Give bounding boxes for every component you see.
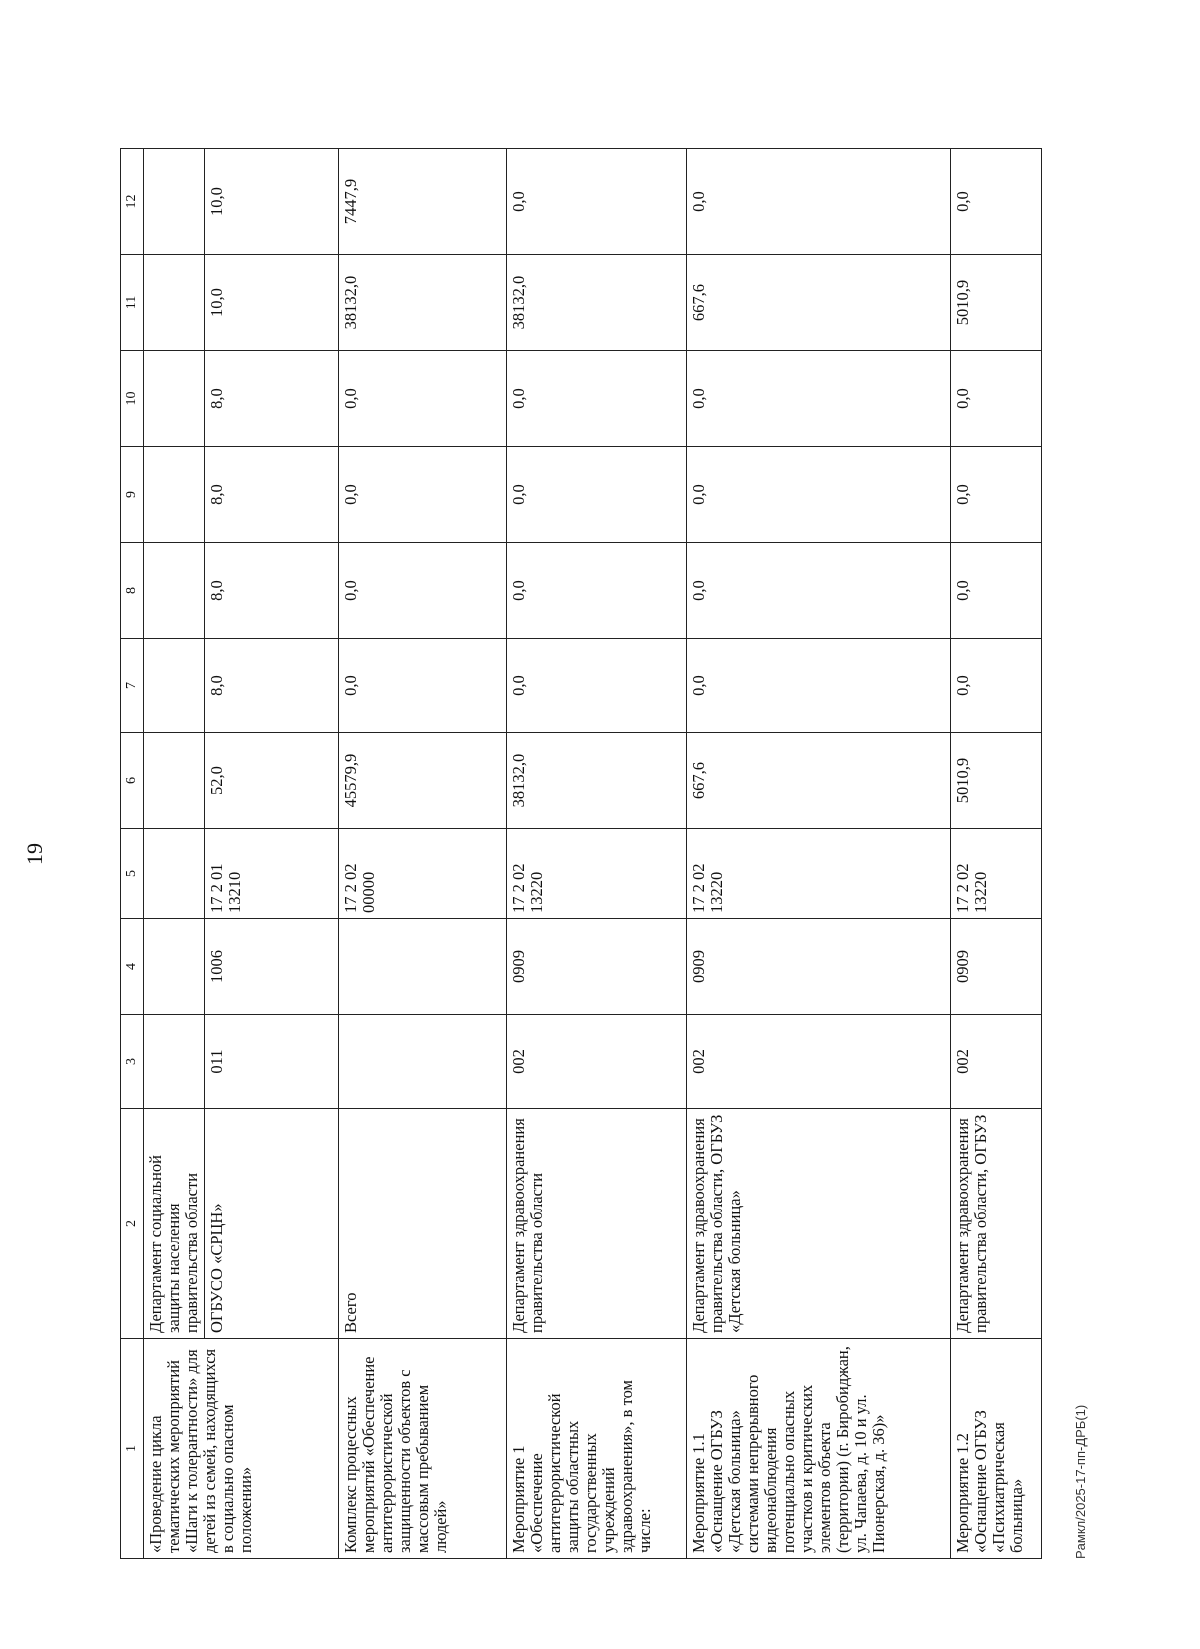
executor-cell: Департамент здравоохранения правительства области, ОГБУЗ «Детская больница» [687,1109,951,1339]
measure-name-cell: Комплекс процессных мероприятий «Обеспечение антитеррористической защищенности объектов с массовым пребыванием людей» [339,1339,507,1559]
executor-cell: Департамент здравоохранения правительства области [507,1109,687,1339]
table-row [144,149,205,1559]
header-cell: 5 [121,829,144,919]
table-row [339,149,507,1559]
footer-code: Pамкл/2025-17-пп-ДРБ(1) [1073,1404,1088,1559]
measure-name-cell: Мероприятие 1.1 «Оснащение ОГБУЗ «Детская больница» системами непрерывного видеонаблюдения потенциально опасных участков и критических элементов объекта (территории) (г. Биробиджан, ул. Чапаева, д. 10 и ул. Пионерская, д. 36)» [687,1339,951,1559]
csr-cell: 17 2 01 13210 [205,829,339,919]
value-cell: 0,0 [339,447,507,543]
header-cell: 11 [121,255,144,351]
value-cell: 0,0 [951,639,1042,733]
value-cell: 0,0 [507,543,687,639]
value-cell: 0,0 [951,543,1042,639]
value-cell: 0,0 [687,351,951,447]
value-cell: 38132,0 [339,255,507,351]
rzpr-cell: 0909 [687,919,951,1015]
header-cell: 6 [121,733,144,829]
value-cell: 52,0 [205,733,339,829]
page-number: 19 [22,843,47,865]
header-cell: 1 [121,1339,144,1559]
value-cell: 38132,0 [507,255,687,351]
header-cell: 12 [121,149,144,255]
grbs-cell: 002 [951,1015,1042,1109]
grbs-cell: 011 [205,1015,339,1109]
header-cell: 8 [121,543,144,639]
rzpr-cell: 0909 [951,919,1042,1015]
value-cell: 8,0 [205,447,339,543]
grbs-cell: 002 [507,1015,687,1109]
value-cell: 0,0 [507,351,687,447]
csr-cell: 17 2 02 13220 [507,829,687,919]
value-cell: 8,0 [205,543,339,639]
value-cell: 0,0 [951,447,1042,543]
csr-cell: 17 2 02 13220 [951,829,1042,919]
value-cell: 667,6 [687,733,951,829]
value-cell: 0,0 [951,351,1042,447]
header-cell: 3 [121,1015,144,1109]
value-cell: 0,0 [507,149,687,255]
value-cell: 0,0 [339,543,507,639]
value-cell: 667,6 [687,255,951,351]
value-cell: 5010,9 [951,733,1042,829]
executor-cell: ОГБУСО «СРЦН» [205,1109,339,1339]
csr-cell: 17 2 02 13220 [687,829,951,919]
table-row [687,149,951,1559]
rzpr-cell: 1006 [205,919,339,1015]
header-row [121,149,144,1559]
value-cell: 0,0 [507,639,687,733]
rzpr-cell: 0909 [507,919,687,1015]
value-cell: 0,0 [687,447,951,543]
value-cell: 0,0 [687,149,951,255]
value-cell: 8,0 [205,351,339,447]
value-cell: 10,0 [205,149,339,255]
grbs-cell [339,1015,507,1109]
table-row [507,149,687,1559]
program-table [120,148,1042,1559]
executor-cell: Всего [339,1109,507,1339]
rzpr-cell [339,919,507,1015]
table-row [951,149,1042,1559]
measure-name-cell: Мероприятие 1 «Обеспечение антитеррористической защиты областных государственных учреждений здравоохранения», в том числе: [507,1339,687,1559]
csr-cell: 17 2 02 00000 [339,829,507,919]
header-cell: 2 [121,1109,144,1339]
grbs-cell: 002 [687,1015,951,1109]
value-cell: 0,0 [687,639,951,733]
value-cell: 0,0 [339,351,507,447]
value-cell: 0,0 [687,543,951,639]
value-cell: 0,0 [339,639,507,733]
value-cell: 7447,9 [339,149,507,255]
header-cell: 7 [121,639,144,733]
value-cell: 8,0 [205,639,339,733]
executor-cell: Департамент социальной защиты населения правительства области [144,1109,205,1339]
rotated-page [22,149,1088,1559]
header-cell: 9 [121,447,144,543]
executor-cell: Департамент здравоохранения правительства области, ОГБУЗ [951,1109,1042,1339]
value-cell: 5010,9 [951,255,1042,351]
header-cell: 10 [121,351,144,447]
value-cell: 0,0 [951,149,1042,255]
measure-name-cell: «Проведение цикла тематических мероприятий «Шаги к толерантности» для детей из семей, находящихся в социально опасном положении» [144,1339,339,1559]
value-cell: 38132,0 [507,733,687,829]
value-cell: 10,0 [205,255,339,351]
header-cell: 4 [121,919,144,1015]
measure-name-cell: Мероприятие 1.2 «Оснащение ОГБУЗ «Психиатрическая больница» [951,1339,1042,1559]
value-cell: 45579,9 [339,733,507,829]
value-cell: 0,0 [507,447,687,543]
